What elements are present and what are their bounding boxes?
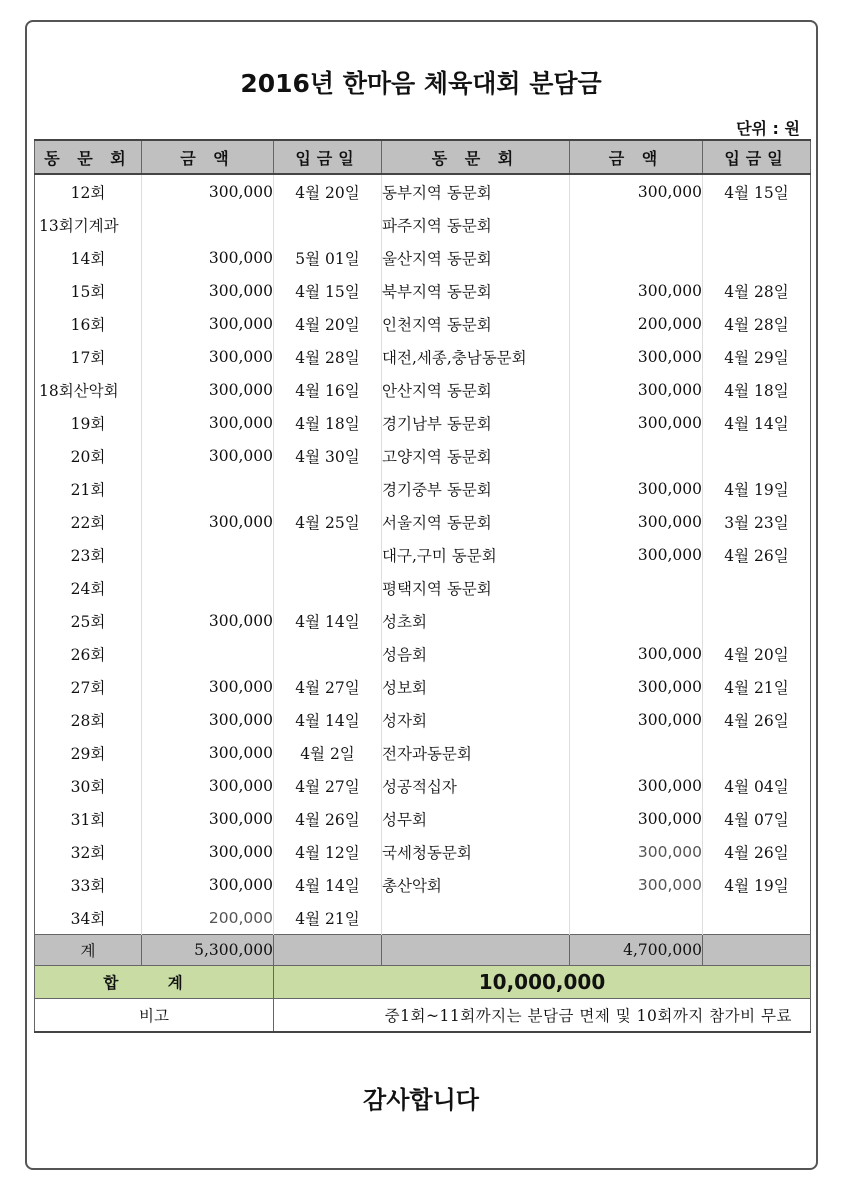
- amount-cell: [570, 736, 703, 769]
- alumni-name-cell: 성무회: [382, 802, 570, 835]
- alumni-name-cell: 22회: [35, 505, 142, 538]
- payment-date-cell: 4월 14일: [274, 604, 382, 637]
- payment-date-cell: 4월 29일: [703, 340, 811, 373]
- amount-cell: 300,000: [570, 340, 703, 373]
- thanks-message: 감사합니다: [363, 1086, 479, 1114]
- amount-cell: 300,000: [570, 670, 703, 703]
- alumni-name-cell: 대구,구미 동문회: [382, 538, 570, 571]
- amount-cell: 300,000: [142, 769, 274, 802]
- payment-date-cell: [274, 571, 382, 604]
- alumni-name-cell: 31회: [35, 802, 142, 835]
- amount-cell: [570, 439, 703, 472]
- payment-date-cell: 4월 26일: [274, 802, 382, 835]
- table-row: [35, 769, 811, 802]
- payment-date-cell: 4월 26일: [703, 835, 811, 868]
- table-row: [35, 472, 811, 505]
- payment-date-cell: [703, 571, 811, 604]
- amount-cell: [570, 901, 703, 935]
- amount-cell: 300,000: [142, 274, 274, 307]
- alumni-name-cell: 총산악회: [382, 868, 570, 901]
- alumni-name-cell: 32회: [35, 835, 142, 868]
- table-row: [35, 703, 811, 736]
- alumni-name-cell: 성음회: [382, 637, 570, 670]
- alumni-name-cell: 24회: [35, 571, 142, 604]
- amount-cell: 200,000: [142, 901, 274, 935]
- table-row: [35, 307, 811, 340]
- alumni-name-cell: 경기남부 동문회: [382, 406, 570, 439]
- alumni-name-cell: 13회기계과: [35, 208, 142, 241]
- note-label: 비고: [35, 999, 274, 1033]
- alumni-name-cell: 성자회: [382, 703, 570, 736]
- table-row: [35, 406, 811, 439]
- subtotal-empty-cell: [274, 935, 382, 966]
- payment-date-cell: 4월 04일: [703, 769, 811, 802]
- alumni-name-cell: 29회: [35, 736, 142, 769]
- payment-date-cell: [703, 439, 811, 472]
- table-row: [35, 901, 811, 935]
- payment-date-cell: [703, 901, 811, 935]
- subtotal-empty-cell: [703, 935, 811, 966]
- payment-date-cell: [703, 736, 811, 769]
- payment-date-cell: [274, 208, 382, 241]
- alumni-name-cell: 30회: [35, 769, 142, 802]
- table-row: [35, 604, 811, 637]
- alumni-name-cell: 서울지역 동문회: [382, 505, 570, 538]
- alumni-name-cell: 23회: [35, 538, 142, 571]
- amount-cell: 300,000: [142, 406, 274, 439]
- payment-date-cell: 4월 28일: [703, 307, 811, 340]
- alumni-name-cell: 동부지역 동문회: [382, 174, 570, 208]
- amount-cell: 300,000: [570, 538, 703, 571]
- alumni-name-cell: 26회: [35, 637, 142, 670]
- payment-date-cell: 4월 30일: [274, 439, 382, 472]
- amount-cell: 300,000: [570, 769, 703, 802]
- payment-date-cell: 4월 25일: [274, 505, 382, 538]
- header-alumni-left: 동 문 회: [35, 140, 142, 174]
- alumni-name-cell: 북부지역 동문회: [382, 274, 570, 307]
- header-date-right: 입금일: [703, 140, 811, 174]
- alumni-name-cell: 대전,세종,충남동문회: [382, 340, 570, 373]
- alumni-name-cell: 27회: [35, 670, 142, 703]
- amount-cell: 300,000: [142, 340, 274, 373]
- payment-date-cell: 4월 18일: [703, 373, 811, 406]
- table-body: [35, 174, 811, 1032]
- alumni-name-cell: 28회: [35, 703, 142, 736]
- amount-cell: 300,000: [142, 604, 274, 637]
- amount-cell: 300,000: [570, 174, 703, 208]
- table-row: [35, 835, 811, 868]
- amount-cell: 300,000: [142, 835, 274, 868]
- alumni-name-cell: 15회: [35, 274, 142, 307]
- header-amount-right: 금 액: [570, 140, 703, 174]
- payment-date-cell: 4월 21일: [703, 670, 811, 703]
- amount-cell: 300,000: [570, 637, 703, 670]
- payment-date-cell: [703, 208, 811, 241]
- payment-date-cell: [274, 472, 382, 505]
- payment-date-cell: 4월 12일: [274, 835, 382, 868]
- amount-cell: 300,000: [570, 835, 703, 868]
- table-row: [35, 208, 811, 241]
- amount-cell: [142, 637, 274, 670]
- alumni-name-cell: 12회: [35, 174, 142, 208]
- table-row: [35, 174, 811, 208]
- table-row: [35, 241, 811, 274]
- alumni-name-cell: 18회산악회: [35, 373, 142, 406]
- alumni-name-cell: 인천지역 동문회: [382, 307, 570, 340]
- amount-cell: 300,000: [142, 439, 274, 472]
- table-row: [35, 571, 811, 604]
- amount-cell: 300,000: [142, 174, 274, 208]
- payment-date-cell: 4월 2일: [274, 736, 382, 769]
- amount-cell: 300,000: [570, 505, 703, 538]
- alumni-name-cell: 21회: [35, 472, 142, 505]
- header-amount-left: 금 액: [142, 140, 274, 174]
- payment-date-cell: 4월 27일: [274, 769, 382, 802]
- amount-cell: 300,000: [142, 373, 274, 406]
- payment-date-cell: 3월 23일: [703, 505, 811, 538]
- amount-cell: [142, 208, 274, 241]
- payment-date-cell: 4월 16일: [274, 373, 382, 406]
- unit-label: 단위 : 원: [736, 119, 800, 138]
- amount-cell: 300,000: [570, 802, 703, 835]
- payment-date-cell: 4월 19일: [703, 868, 811, 901]
- amount-cell: 300,000: [142, 802, 274, 835]
- alumni-name-cell: 경기중부 동문회: [382, 472, 570, 505]
- amount-cell: [142, 538, 274, 571]
- table-row: [35, 505, 811, 538]
- amount-cell: [570, 208, 703, 241]
- table-row: [35, 670, 811, 703]
- amount-cell: 300,000: [142, 670, 274, 703]
- payment-date-cell: [703, 241, 811, 274]
- amount-cell: 300,000: [142, 307, 274, 340]
- payment-date-cell: 4월 14일: [274, 868, 382, 901]
- table-row: [35, 868, 811, 901]
- alumni-name-cell: 25회: [35, 604, 142, 637]
- amount-cell: [570, 604, 703, 637]
- payment-date-cell: 4월 20일: [274, 174, 382, 208]
- total-label: 합 계: [35, 966, 274, 999]
- alumni-name-cell: [382, 901, 570, 935]
- alumni-name-cell: 평택지역 동문회: [382, 571, 570, 604]
- payment-date-cell: 4월 26일: [703, 538, 811, 571]
- payment-date-cell: 4월 27일: [274, 670, 382, 703]
- alumni-name-cell: 20회: [35, 439, 142, 472]
- amount-cell: 200,000: [570, 307, 703, 340]
- note-text: 중1회~11회까지는 분담금 면제 및 10회까지 참가비 무료: [274, 999, 811, 1033]
- alumni-name-cell: 울산지역 동문회: [382, 241, 570, 274]
- amount-cell: 300,000: [570, 373, 703, 406]
- alumni-name-cell: 19회: [35, 406, 142, 439]
- table-header-row: [35, 140, 811, 174]
- table-row: [35, 439, 811, 472]
- subtotal-label: 계: [35, 935, 142, 966]
- alumni-name-cell: 33회: [35, 868, 142, 901]
- payment-date-cell: 4월 14일: [703, 406, 811, 439]
- amount-cell: [142, 472, 274, 505]
- amount-cell: [142, 571, 274, 604]
- table-row: [35, 274, 811, 307]
- amount-cell: 300,000: [570, 868, 703, 901]
- subtotal-row: [35, 935, 811, 966]
- payment-date-cell: 4월 07일: [703, 802, 811, 835]
- table-row: [35, 637, 811, 670]
- amount-cell: 300,000: [570, 406, 703, 439]
- payment-date-cell: 5월 01일: [274, 241, 382, 274]
- alumni-name-cell: 파주지역 동문회: [382, 208, 570, 241]
- header-alumni-right: 동 문 회: [382, 140, 570, 174]
- amount-cell: 300,000: [570, 472, 703, 505]
- alumni-name-cell: 14회: [35, 241, 142, 274]
- total-value: 10,000,000: [274, 966, 811, 999]
- alumni-name-cell: 성초회: [382, 604, 570, 637]
- alumni-name-cell: 16회: [35, 307, 142, 340]
- table-row: [35, 736, 811, 769]
- payment-date-cell: 4월 28일: [274, 340, 382, 373]
- amount-cell: 300,000: [142, 868, 274, 901]
- alumni-name-cell: 전자과동문회: [382, 736, 570, 769]
- table-row: [35, 340, 811, 373]
- amount-cell: 300,000: [570, 274, 703, 307]
- document-title: 2016년 한마음 체육대회 분담금: [240, 69, 602, 98]
- amount-cell: 300,000: [142, 736, 274, 769]
- payment-date-cell: 4월 20일: [274, 307, 382, 340]
- amount-cell: 300,000: [570, 703, 703, 736]
- payment-date-cell: 4월 15일: [703, 174, 811, 208]
- payment-date-cell: 4월 20일: [703, 637, 811, 670]
- subtotal-right-amount: 4,700,000: [570, 935, 703, 966]
- payment-date-cell: [274, 538, 382, 571]
- payment-date-cell: [703, 604, 811, 637]
- payment-date-cell: [274, 637, 382, 670]
- alumni-name-cell: 성보회: [382, 670, 570, 703]
- payment-date-cell: 4월 21일: [274, 901, 382, 935]
- table-row: [35, 373, 811, 406]
- subtotal-left-amount: 5,300,000: [142, 935, 274, 966]
- alumni-name-cell: 안산지역 동문회: [382, 373, 570, 406]
- amount-cell: 300,000: [142, 505, 274, 538]
- payment-date-cell: 4월 19일: [703, 472, 811, 505]
- table-row: [35, 538, 811, 571]
- payment-date-cell: 4월 14일: [274, 703, 382, 736]
- alumni-name-cell: 성공적십자: [382, 769, 570, 802]
- payment-date-cell: 4월 26일: [703, 703, 811, 736]
- alumni-name-cell: 고양지역 동문회: [382, 439, 570, 472]
- amount-cell: 300,000: [142, 703, 274, 736]
- amount-cell: [570, 241, 703, 274]
- payment-date-cell: 4월 15일: [274, 274, 382, 307]
- alumni-name-cell: 34회: [35, 901, 142, 935]
- subtotal-empty-cell: [382, 935, 570, 966]
- dues-table: [34, 139, 811, 1033]
- table-row: [35, 802, 811, 835]
- payment-date-cell: 4월 28일: [703, 274, 811, 307]
- total-row: [35, 966, 811, 999]
- note-row: [35, 999, 811, 1033]
- payment-date-cell: 4월 18일: [274, 406, 382, 439]
- amount-cell: 300,000: [142, 241, 274, 274]
- alumni-name-cell: 17회: [35, 340, 142, 373]
- alumni-name-cell: 국세청동문회: [382, 835, 570, 868]
- header-date-left: 입금일: [274, 140, 382, 174]
- amount-cell: [570, 571, 703, 604]
